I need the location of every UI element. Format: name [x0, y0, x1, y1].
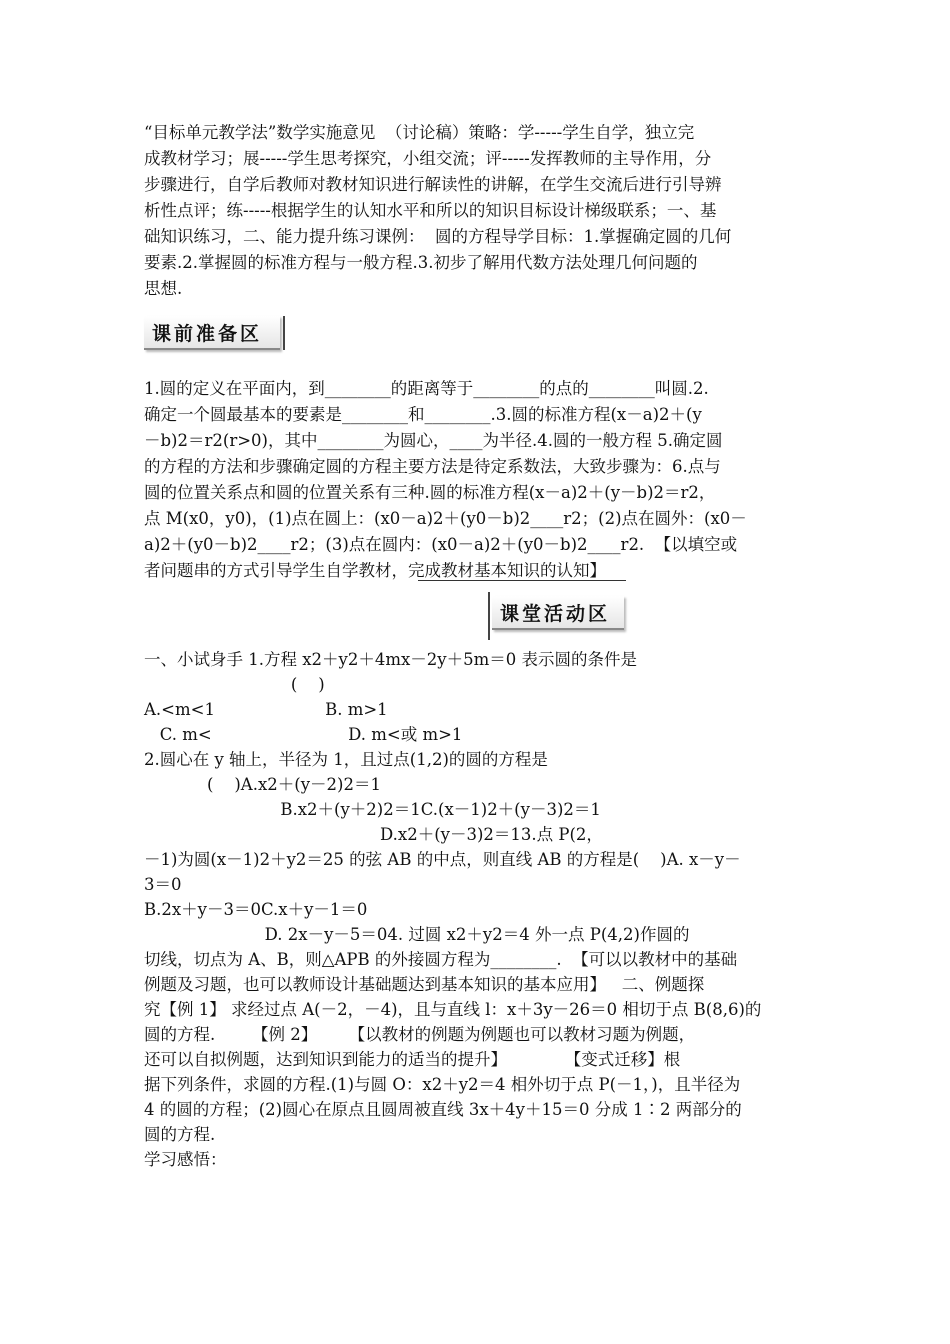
section-banner-class-label: 课堂活动区 — [500, 602, 611, 625]
text-line: 切线，切点为 A、B，则△APB 的外接圆方程为________. 【可以以教材中的基础 — [144, 950, 738, 969]
banner-divider — [283, 316, 285, 350]
text-line: 2.圆心在 y 轴上，半径为 1，且过点(1,2)的圆的方程是 — [144, 750, 548, 769]
text-line: A.<m<1 B. m>1 — [144, 700, 388, 719]
text-line: a)2＋(y0－b)2____r2；(3)点在圆内：(x0－a)2＋(y0－b)2____r2. 【以填空或 — [144, 535, 738, 554]
text-line: 学习感悟： — [144, 1150, 227, 1169]
text-line: 析性点评；练-----根据学生的认知水平和所以的知识目标设计梯级联系；一、基 — [144, 201, 717, 220]
text-line: B.x2＋(y＋2)2＝1C.(x－1)2＋(y－3)2＝1 — [144, 800, 601, 819]
text-line: 究【例 1】 求经过点 A(－2，－4)，且与直线 l：x＋3y－26＝0 相切于点 B(8,6)的 — [144, 1000, 762, 1019]
underline-rule — [418, 580, 626, 581]
text-line: 点 M(x0，y0)，(1)点在圆上：(x0－a)2＋(y0－b)2____r2；(2)点在圆外：(x0－ — [144, 509, 747, 528]
text-line: 一、小试身手 1.方程 x2＋y2＋4mx－2y＋5m＝0 表示圆的条件是 — [144, 650, 638, 669]
text-line: 者问题串的方式引导学生自学教材，完成教材基本知识的认知】 — [144, 561, 606, 580]
section-banner-prep-label: 课前准备区 — [152, 322, 263, 345]
text-line: 圆的位置关系点和圆的位置关系有三种.圆的标准方程(x－a)2＋(y－b)2＝r2， — [144, 483, 716, 502]
text-line: B.2x＋y－3＝0C.x＋y－1＝0 — [144, 900, 368, 919]
text-line: C. m< D. m<或 m>1 — [144, 725, 463, 744]
text-line: 步骤进行，自学后教师对教材知识进行解读性的讲解，在学生交流后进行引导辨 — [144, 175, 722, 194]
text-line: 3＝0 — [144, 875, 182, 894]
text-line: ( ) — [144, 675, 325, 694]
text-line: 础知识练习，二、能力提升练习课例： 圆的方程导学目标：1.掌握确定圆的几何 — [144, 227, 732, 246]
text-line: 1.圆的定义在平面内，到________的距离等于________的点的________叫圆.2. — [144, 379, 709, 398]
text-line: 还可以自拟例题，达到知识到能力的适当的提升】 【变式迁移】根 — [144, 1050, 681, 1069]
text-line: 4 的圆的方程；(2)圆心在原点且圆周被直线 3x＋4y＋15＝0 分成 1∶2 两部分的 — [144, 1100, 742, 1119]
text-line: －1)为圆(x－1)2＋y2＝25 的弦 AB 的中点，则直线 AB 的方程是( )A. x－y－ — [144, 850, 741, 869]
text-line: 的方程的方法和步骤确定圆的方程主要方法是待定系数法，大致步骤为：6.点与 — [144, 457, 721, 476]
text-line: 圆的方程. — [144, 1125, 216, 1144]
text-line: 成教材学习；展-----学生思考探究，小组交流；评-----发挥教师的主导作用，分 — [144, 149, 712, 168]
section-banner-prep — [144, 316, 280, 350]
text-line: 确定一个圆最基本的要素是________和________.3.圆的标准方程(x－a)2＋(y — [144, 405, 702, 424]
text-line: D.x2＋(y－3)2＝13.点 P(2， — [144, 825, 603, 844]
section-banner-class — [492, 596, 624, 630]
text-line: ( )A.x2＋(y－2)2＝1 — [144, 775, 381, 794]
banner-divider — [488, 592, 490, 640]
text-line: D. 2x－y－5＝04. 过圆 x2＋y2＝4 外一点 P(4,2)作圆的 — [144, 925, 690, 944]
text-line: 要素.2.掌握圆的标准方程与一般方程.3.初步了解用代数方法处理几何问题的 — [144, 253, 698, 272]
text-line: 据下列条件，求圆的方程.(1)与圆 O：x2＋y2＝4 相外切于点 P(－1，)，且半径为 — [144, 1075, 741, 1094]
text-line: 思想. — [144, 279, 183, 298]
text-line: 例题及习题，也可以教师设计基础题达到基本知识的基本应用】 二、例题探 — [144, 975, 705, 994]
text-line: 圆的方程. 【例 2】 【以教材的例题为例题也可以教材习题为例题， — [144, 1025, 696, 1044]
text-line: “目标单元教学法”数学实施意见 （讨论稿）策略：学-----学生自学，独立完 — [144, 123, 695, 142]
text-line: －b)2＝r2(r>0)，其中________为圆心，____为半径.4.圆的一般方程 5.确定圆 — [144, 431, 723, 450]
